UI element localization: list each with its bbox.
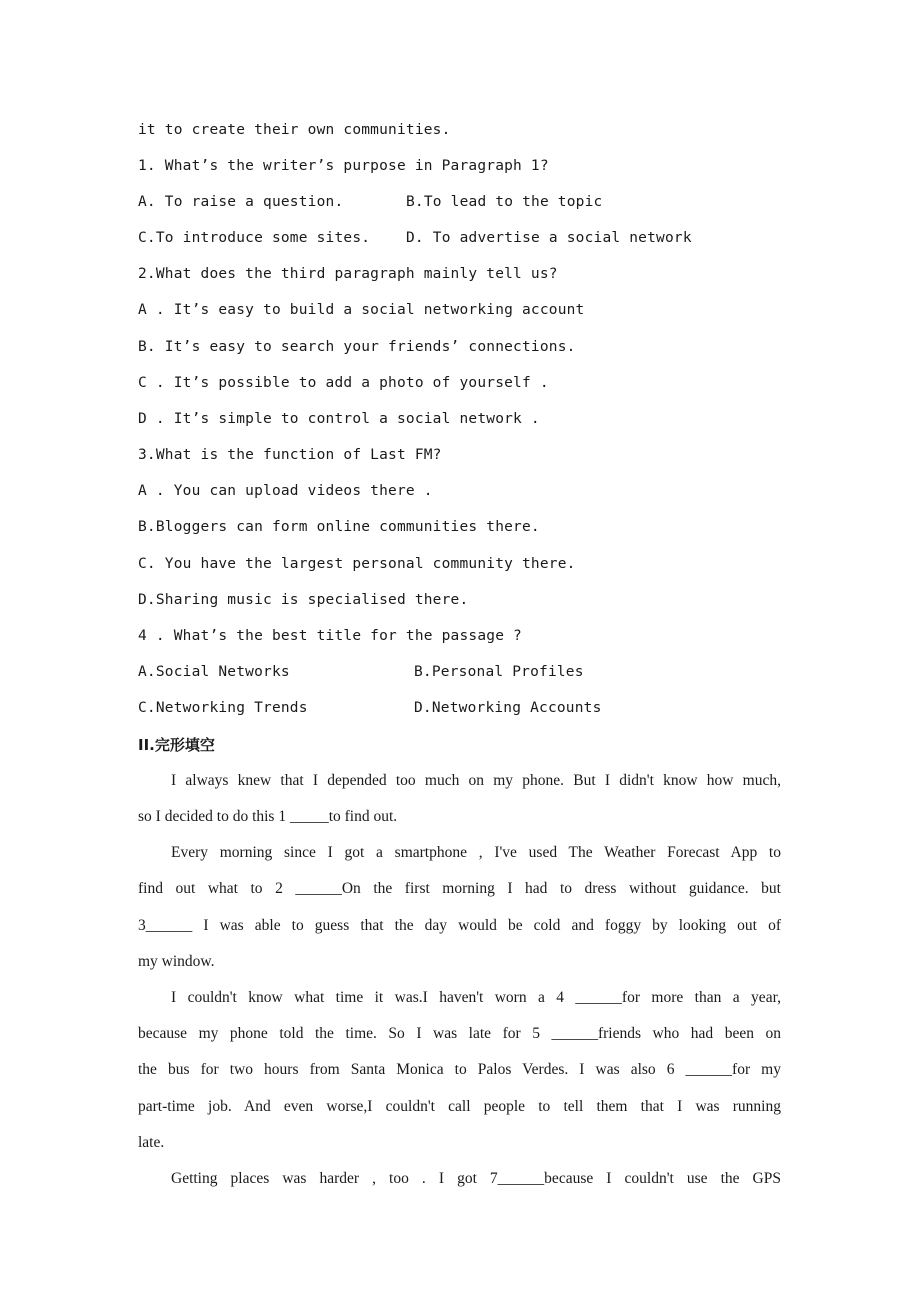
cloze-line-9: the bus for two hours from Santa Monica to Palos Verdes. I was also 6 ______for my	[138, 1061, 781, 1078]
cloze-heading: II.完形填空	[138, 736, 215, 754]
cloze-line-8: because my phone told the time. So I was late for 5 ______friends who had been on	[138, 1025, 781, 1042]
cloze-line-1: I always knew that I depended too much on my phone. But I didn't know how much,	[171, 772, 781, 789]
cloze-line-10: part-time job. And even worse,I couldn't call people to tell them that I was running	[138, 1098, 781, 1115]
question-1-option-c: C.To introduce some sites.	[138, 230, 371, 246]
question-4-option-a: A.Social Networks	[138, 664, 290, 680]
question-3-option-d: D.Sharing music is specialised there.	[138, 592, 469, 608]
question-4-option-c: C.Networking Trends	[138, 700, 308, 716]
passage-continuation: it to create their own communities.	[138, 122, 451, 138]
cloze-line-3: Every morning since I got a smartphone , I've used The Weather Forecast App to	[171, 844, 781, 861]
cloze-line-2: so I decided to do this 1 _____to find out.	[138, 808, 398, 825]
question-1-option-a: A. To raise a question.	[138, 194, 344, 210]
cloze-line-6: my window.	[138, 953, 215, 970]
cloze-line-11: late.	[138, 1134, 165, 1151]
question-1-option-b: B.To lead to the topic	[406, 194, 603, 210]
question-2-option-b: B. It’s easy to search your friends’ connections.	[138, 339, 576, 355]
cloze-line-7: I couldn't know what time it was.I haven't worn a 4 ______for more than a year,	[171, 989, 781, 1006]
question-3-option-a: A . You can upload videos there .	[138, 483, 433, 499]
question-2-stem: 2.What does the third paragraph mainly tell us?	[138, 266, 558, 282]
question-2-option-d: D . It’s simple to control a social network .	[138, 411, 540, 427]
question-2-option-c: C . It’s possible to add a photo of yourself .	[138, 375, 549, 391]
cloze-line-4: find out what to 2 ______On the first morning I had to dress without guidance. but	[138, 880, 781, 897]
question-2-option-a: A . It’s easy to build a social networking account	[138, 302, 585, 318]
question-4-option-d: D.Networking Accounts	[414, 700, 602, 716]
question-1-option-d: D. To advertise a social network	[406, 230, 692, 246]
question-3-stem: 3.What is the function of Last FM?	[138, 447, 442, 463]
question-3-option-c: C. You have the largest personal community there.	[138, 556, 576, 572]
question-4-stem: 4 . What’s the best title for the passage ?	[138, 628, 522, 644]
cloze-line-12: Getting places was harder , too . I got 7______because I couldn't use the GPS	[171, 1170, 781, 1187]
question-3-option-b: B.Bloggers can form online communities there.	[138, 519, 540, 535]
question-4-option-b: B.Personal Profiles	[414, 664, 584, 680]
cloze-line-5: 3______ I was able to guess that the day would be cold and foggy by looking out of	[138, 917, 781, 934]
question-1-stem: 1. What’s the writer’s purpose in Paragraph 1?	[138, 158, 549, 174]
